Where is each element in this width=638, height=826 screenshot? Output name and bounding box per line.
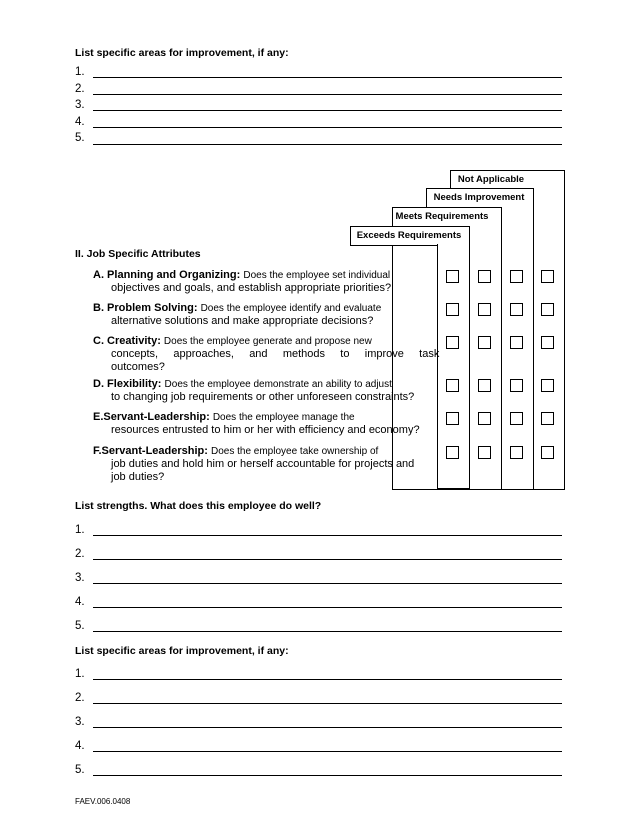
checkbox-a-not-applicable[interactable] xyxy=(541,270,554,283)
attribute-question: Does the employee manage the xyxy=(212,412,355,423)
strengths-line-3[interactable] xyxy=(93,583,562,584)
checkbox-f-not-applicable[interactable] xyxy=(541,446,554,459)
improvement-bottom-number-2: 2. xyxy=(75,692,85,704)
strengths-number-2: 2. xyxy=(75,548,85,560)
strengths-heading: List strengths. What does this employee do well? xyxy=(75,500,322,512)
checkbox-e-meets[interactable] xyxy=(478,412,491,425)
improvement-top-line-5[interactable] xyxy=(93,144,562,145)
checkbox-f-meets[interactable] xyxy=(478,446,491,459)
checkbox-a-exceeds[interactable] xyxy=(446,270,459,283)
attribute-question: Does the employee demonstrate an ability to adjust xyxy=(164,379,392,390)
attribute-label: C. Creativity: xyxy=(93,335,161,347)
needs-improvement-header: Needs Improvement xyxy=(433,192,525,203)
meets-requirements-header: Meets Requirements xyxy=(395,211,489,222)
improvement-bottom-line-2[interactable] xyxy=(93,703,562,704)
checkbox-e-not-applicable[interactable] xyxy=(541,412,554,425)
improvement-heading-bottom: List specific areas for improvement, if any: xyxy=(75,645,289,657)
strengths-line-5[interactable] xyxy=(93,631,562,632)
attribute-continuation: concepts, approaches, and methods to improve task xyxy=(111,348,440,360)
checkbox-e-needs-improvement[interactable] xyxy=(510,412,523,425)
checkbox-c-exceeds[interactable] xyxy=(446,336,459,349)
strengths-number-4: 4. xyxy=(75,596,85,608)
form-code: FAEV.006.0408 xyxy=(75,797,131,806)
checkbox-d-not-applicable[interactable] xyxy=(541,379,554,392)
improvement-top-line-2[interactable] xyxy=(93,94,562,95)
attribute-flexibility xyxy=(93,378,414,404)
checkbox-a-meets[interactable] xyxy=(478,270,491,283)
checkbox-f-needs-improvement[interactable] xyxy=(510,446,523,459)
checkbox-d-meets[interactable] xyxy=(478,379,491,392)
strengths-number-5: 5. xyxy=(75,620,85,632)
improvement-bottom-number-3: 3. xyxy=(75,716,85,728)
attribute-label: A. Planning and Organizing: xyxy=(93,269,241,281)
attribute-question: Does the employee identify and evaluate xyxy=(200,303,382,314)
checkbox-c-needs-improvement[interactable] xyxy=(510,336,523,349)
section-ii-title: II. Job Specific Attributes xyxy=(75,248,201,260)
strengths-number-3: 3. xyxy=(75,572,85,584)
attribute-continuation: objectives and goals, and establish appropriate priorities? xyxy=(111,282,392,294)
improvement-top-line-1[interactable] xyxy=(93,77,562,78)
improvement-heading-top: List specific areas for improvement, if any: xyxy=(75,47,289,59)
checkbox-f-exceeds[interactable] xyxy=(446,446,459,459)
improvement-top-line-4[interactable] xyxy=(93,127,562,128)
attribute-planning-organizing xyxy=(93,269,391,295)
improvement-top-number-4: 4. xyxy=(75,116,85,128)
attribute-problem-solving xyxy=(93,302,381,328)
checkbox-b-meets[interactable] xyxy=(478,303,491,316)
attribute-label: D. Flexibility: xyxy=(93,378,162,390)
improvement-top-number-3: 3. xyxy=(75,99,85,111)
improvement-top-number-5: 5. xyxy=(75,132,85,144)
not-applicable-header: Not Applicable xyxy=(457,174,525,185)
attribute-label: E.Servant-Leadership: xyxy=(93,411,210,423)
attribute-label: B. Problem Solving: xyxy=(93,302,198,314)
checkbox-d-needs-improvement[interactable] xyxy=(510,379,523,392)
improvement-bottom-line-5[interactable] xyxy=(93,775,562,776)
strengths-line-2[interactable] xyxy=(93,559,562,560)
improvement-top-line-3[interactable] xyxy=(93,110,562,111)
improvement-top-number-1: 1. xyxy=(75,66,85,78)
checkbox-d-exceeds[interactable] xyxy=(446,379,459,392)
checkbox-b-exceeds[interactable] xyxy=(446,303,459,316)
attribute-servant-leadership-ownership xyxy=(93,445,414,484)
improvement-bottom-line-4[interactable] xyxy=(93,751,562,752)
improvement-top-number-2: 2. xyxy=(75,83,85,95)
attribute-question: Does the employee set individual xyxy=(243,270,391,281)
checkbox-c-not-applicable[interactable] xyxy=(541,336,554,349)
attribute-creativity xyxy=(93,335,440,374)
attribute-continuation-2: outcomes? xyxy=(111,361,165,373)
checkbox-e-exceeds[interactable] xyxy=(446,412,459,425)
improvement-bottom-number-1: 1. xyxy=(75,668,85,680)
attribute-question: Does the employee take ownership of xyxy=(210,446,379,457)
checkbox-b-needs-improvement[interactable] xyxy=(510,303,523,316)
checkbox-c-meets[interactable] xyxy=(478,336,491,349)
improvement-bottom-number-4: 4. xyxy=(75,740,85,752)
improvement-bottom-line-1[interactable] xyxy=(93,679,562,680)
exceeds-requirements-header: Exceeds Requirements xyxy=(356,230,462,241)
attribute-continuation: job duties and hold him or herself accountable for projects and xyxy=(111,458,415,470)
attribute-question: Does the employee generate and propose new xyxy=(163,336,372,347)
attribute-continuation: to changing job requirements or other unforeseen constraints? xyxy=(111,391,415,403)
strengths-number-1: 1. xyxy=(75,524,85,536)
attribute-continuation: resources entrusted to him or her with efficiency and economy? xyxy=(111,424,420,436)
checkbox-b-not-applicable[interactable] xyxy=(541,303,554,316)
strengths-line-4[interactable] xyxy=(93,607,562,608)
attribute-servant-leadership-resources xyxy=(93,411,420,437)
improvement-bottom-number-5: 5. xyxy=(75,764,85,776)
attribute-continuation-2: job duties? xyxy=(111,471,165,483)
checkbox-a-needs-improvement[interactable] xyxy=(510,270,523,283)
attribute-continuation: alternative solutions and make appropriate decisions? xyxy=(111,315,374,327)
strengths-line-1[interactable] xyxy=(93,535,562,536)
improvement-bottom-line-3[interactable] xyxy=(93,727,562,728)
attribute-label: F.Servant-Leadership: xyxy=(93,445,208,457)
